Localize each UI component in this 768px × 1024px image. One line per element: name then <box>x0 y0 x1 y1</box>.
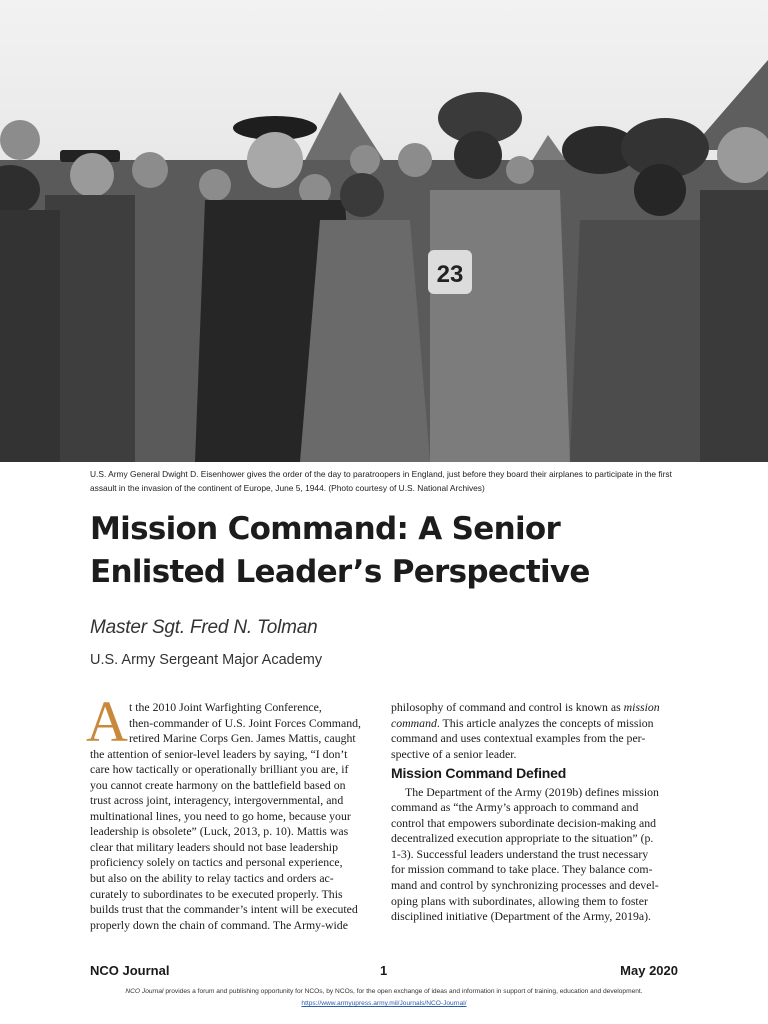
body-line: clear that military leaders should not base leadership <box>90 839 338 854</box>
body-line: the attention of senior-level leaders by saying, “I don’t <box>90 746 348 761</box>
bib-number: 23 <box>436 261 464 288</box>
drop-cap: A <box>86 689 128 754</box>
body-line: builds trust that the commander’s intent will be executed <box>90 902 358 917</box>
title-line-2: Enlisted Leader’s Perspective <box>90 554 590 590</box>
body-italic: command <box>391 715 437 730</box>
body-line: care how tactically or operationally brilliant you are, if <box>90 762 349 777</box>
body-line: you cannot create harmony on the battlefield based on <box>90 777 346 792</box>
photo-caption: U.S. Army General Dwight D. Eisenhower gives the order of the day to paratroopers in England, just before they board their airplanes to participate in the first assault in the invasion of the continent of Europe, June 5, 1944. (Photo courtesy of U.S. National Archives) <box>90 469 672 493</box>
body-line: t the 2010 Joint Warfighting Conference, <box>129 700 322 714</box>
body-line: trust across joint, interagency, intergovernmental, and <box>90 793 344 808</box>
body-line: properly down the chain of command. The Army-wide <box>90 917 348 932</box>
body-line: retired Marine Corps Gen. James Mattis, caught <box>129 731 356 746</box>
footer-note-text: provides a forum and publishing opportunity for NCOs, by NCOs, for the open exchange of ideas and information in support of training, education and development. <box>163 988 643 995</box>
body-line: command and uses contextual examples from the per- <box>391 731 646 746</box>
body-line <box>391 716 681 732</box>
author-affiliation: U.S. Army Sergeant Major Academy <box>90 652 323 668</box>
body-line: spective of a senior leader. <box>391 746 517 761</box>
body-text: philosophy of command and control is known as <box>391 700 624 714</box>
body-line: disciplined initiative (Department of the Army, 2019a). <box>391 909 652 924</box>
body-line: leadership is obsolete” (Luck, 2013, p. 10). Mattis was <box>90 824 349 839</box>
body-line: decentralized execution appropriate to the situation” (p. <box>391 831 654 846</box>
footer-date: May 2020 <box>620 963 678 978</box>
body-text: . This article analyzes the concepts of mission <box>436 715 654 730</box>
body-line: 1-3). Successful leaders understand the trust necessary <box>391 846 649 861</box>
body-line: The Department of the Army (2019b) defines mission <box>405 784 659 799</box>
body-line: proficiency solely on tactics and personal experience, <box>90 855 343 870</box>
right-column <box>391 700 681 925</box>
body-line: oping plans with subordinates, allowing them to foster <box>391 893 648 908</box>
footer-page-number: 1 <box>380 963 388 978</box>
body-line: but also on the ability to relay tactics and orders ac- <box>90 871 334 886</box>
title-line-1: Mission Command: A Senior <box>90 511 561 547</box>
photo-illustration <box>0 0 768 462</box>
body-line: control that empowers subordinate decision-making and <box>391 815 657 830</box>
body-line <box>391 700 681 716</box>
footer-note <box>60 988 708 995</box>
section-heading: Mission Command Defined <box>391 765 567 782</box>
body-line: for mission command to take place. They balance com- <box>391 862 653 877</box>
author-name: Master Sgt. Fred N. Tolman <box>90 617 318 638</box>
left-column <box>86 689 380 933</box>
body-line: multinational lines, you need to go home, because your <box>90 808 351 823</box>
body-line: then-commander of U.S. Joint Forces Command, <box>129 715 361 730</box>
body-line: mand and control by synchronizing processes and devel- <box>391 878 659 893</box>
article-title <box>90 508 710 594</box>
body-line: curately to subordinates to be executed properly. This <box>90 886 343 901</box>
body-line: command as “the Army’s approach to command and <box>391 800 639 815</box>
footer-journal-name: NCO Journal <box>90 963 170 978</box>
footer-note-journal: NCO Journal <box>125 988 164 995</box>
body-italic: mission <box>623 700 660 714</box>
header-photo <box>0 0 768 462</box>
footer-link[interactable]: https://www.armyupress.army.mil/Journals/NCO-Journal/ <box>301 1000 467 1007</box>
